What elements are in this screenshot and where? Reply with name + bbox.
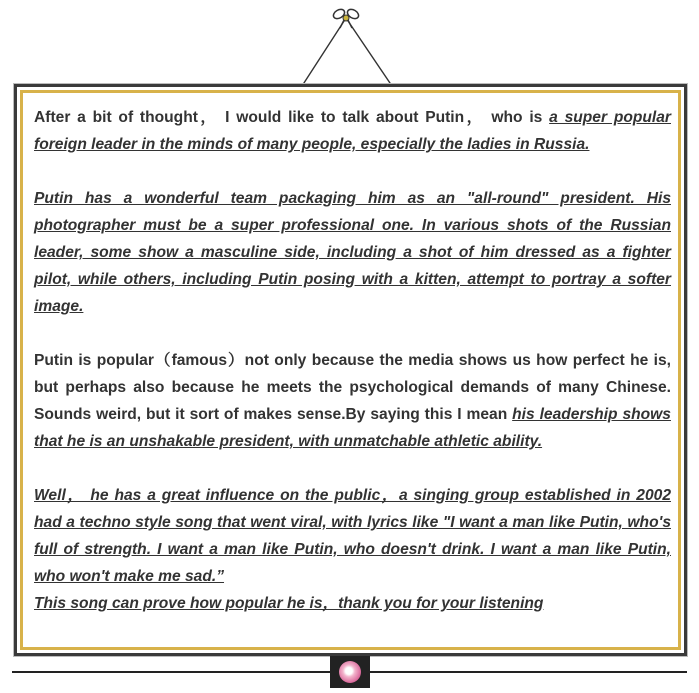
essay-text [34,104,671,617]
paragraph-2 [34,185,671,320]
p3-plain-text: Putin is popular（famous）not only because the media shows us how perfect he is, but perhaps also because he meets the psychological demands of many Chinese. Sounds weird, but it sort of makes sense.By saying this I mean [34,352,671,423]
p1-plain-text: After a bit of thought， I would like to talk about Putin， who is [34,109,550,126]
paragraph-4 [34,482,671,617]
p4-underlined-text: Well， he has a great influence on the public，a singing group established in 2002 had a techno style song that went viral, with lyrics like "I want a man like Putin, who's full of strength. I want a man like Putin, who doesn't drink. I want a man like Putin, who won't make me sad.” [34,487,671,585]
picture-frame [14,84,687,656]
bow-icon [332,8,360,28]
flower-badge [330,656,370,688]
p4-closing-text: This song can prove how popular he is，thank you for your listening [34,595,544,612]
paragraph-3 [34,347,671,455]
p2-underlined-text: Putin has a wonderful team packaging him as an "all-round" president. His photographer must be a super professional one. In various shots of the Russian leader, some show a masculine side, including a shot of him dressed as a fighter pilot, while others, including Putin posing with a kitten, attempt to portray a softer image. [34,190,671,315]
paragraph-1 [34,104,671,158]
p3-underlined-text: his leadership shows that he is an unshakable president, with unmatchable athletic ability. [34,406,671,450]
flower-icon [339,661,361,683]
p1-underlined-text: a super popular foreign leader in the minds of many people, especially the ladies in Russia. [34,109,671,153]
